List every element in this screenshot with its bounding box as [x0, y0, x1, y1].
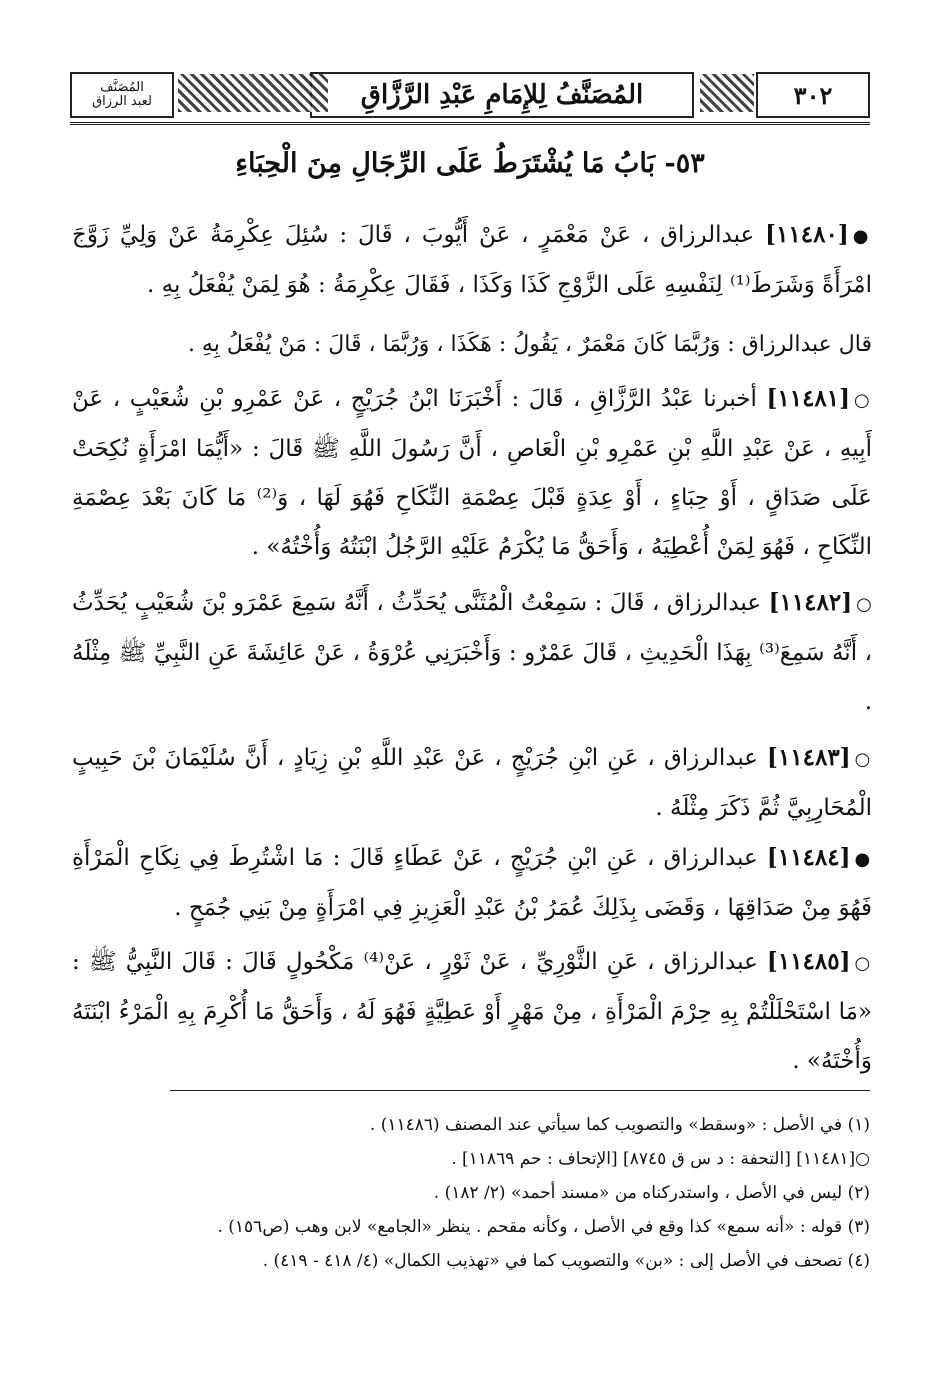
- page-number: ٣٠٢: [756, 72, 870, 118]
- bullet-marker: ●: [854, 849, 872, 870]
- hadith-text: عبدالرزاق ، عَنِ ابْنِ جُرَيْجٍ ، عَنْ عَطَاءٍ قَالَ : مَا اشْتُرِطَ فِي نِكَاحِ الْمَرْأَةِ فَهُوَ مِنْ صَدَاقِهَا ، وَقَضَى بِذَلِكَ عُمَرُ بْنُ عَبْدِ الْعَزِيزِ فِي امْرَأَةٍ مِنْ بَنِي جُمَحٍ .: [72, 845, 872, 921]
- footnote-2: (٢) ليس في الأصل ، واستدركناه من «مسند أحمد» (٢/ ١٨٢) .: [433, 1183, 870, 1203]
- circle-marker: ○: [854, 749, 873, 770]
- chapter-title: ٥٣- بَابُ مَا يُشْتَرَطُ عَلَى الرِّجَالِ مِنَ الْحِبَاءِ: [235, 148, 705, 179]
- running-title: المُصَنَّفُ لِلإِمَامِ عَبْدِ الرَّزَّاقِ: [310, 72, 694, 118]
- ornament-right: [700, 74, 754, 112]
- hadith-11481: [72, 374, 872, 572]
- hadith-text: أخبرنا عَبْدُ الرَّزَّاقِ ، قَالَ : أَخْبَرَنَا ابْنُ جُرَيْجٍ ، عَنْ عَمْرِو بْنِ شُعَيْبٍ ، عَنْ أَبِيهِ ، عَنْ عَبْدِ اللَّهِ بْنِ عَمْرِو بْنِ الْعَاصِ ، أَنَّ رَسُولَ اللَّهِ ﷺ قَالَ : «أَيُّمَا امْرَأَةٍ نُكِحَتْ عَلَى صَدَاقٍ ، أَوْ حِبَاءٍ ، أَوْ عِدَةٍ قَبْلَ عِصْمَةِ النِّكَاحِ فَهُوَ لَهَا ، وَ⁽²⁾ مَا كَانَ بَعْدَ عِصْمَةِ النِّكَاحِ ، فَهُوَ لِمَنْ أُعْطِيَهُ ، وَأَحَقُّ مَا يُكْرَمُ عَلَيْهِ الرَّجُلُ ابْنَتُهُ وَأُخْتُهُ» .: [72, 386, 872, 560]
- hadith-text: عبدالرزاق ، قَالَ : سَمِعْتُ الْمُثَنَّى يُحَدِّثُ ، أَنَّهُ سَمِعَ عَمْرَو بْنَ شُعَيْبٍ يُحَدِّثُ ، أَنَّهُ سَمِعَ⁽³⁾ بِهَذَا الْحَدِيثِ ، قَالَ عَمْرٌو : وَأَخْبَرَنِي عُرْوَةُ ، عَنْ عَائِشَةَ عَنِ النَّبِيِّ ﷺ مِثْلَهُ .: [72, 590, 872, 715]
- footnote-divider: [170, 1090, 870, 1091]
- hadith-text: عبدالرزاق ، عَنِ الثَّوْرِيِّ ، عَنْ ثَوْرٍ ، عَنْ⁽⁴⁾ مَكْحُولٍ قَالَ : قَالَ النَّبِيُّ ﷺ : «مَا اسْتَحْلَلْتُمْ بِهِ حِرْمَ الْمَرْأَةِ ، مِنْ مَهْرٍ أَوْ عَطِيَّةٍ فَهُوَ لَهُ ، وَأَحَقُّ مَا أُكْرِمَ بِهِ الْمَرْءُ ابْنَتَهُ وَأُخْتَهُ» .: [72, 949, 872, 1074]
- footnote-source: ○[١١٤٨١] [التحفة : د س ق ٨٧٤٥] [الإتحاف : حم ١١٨٦٩] .: [451, 1149, 870, 1169]
- hadith-number: [١١٤٨٢]: [768, 589, 853, 616]
- hadith-number: [١١٤٨١]: [766, 385, 851, 412]
- circle-marker: ○: [854, 390, 872, 411]
- hadith-11483: [72, 733, 872, 833]
- circle-marker: ○: [854, 953, 872, 974]
- note-text: قال عبدالرزاق : وَرُبَّمَا كَانَ مَعْمَرٌ ، يَقُولُ : هَكَذَا ، وَرُبَّمَا ، قَالَ : مَنْ يُفْعَلُ بِهِ .: [187, 332, 872, 357]
- hadith-number: [١١٤٨٤]: [766, 844, 851, 871]
- book-seal-logo: [70, 72, 174, 118]
- hadith-number: [١١٤٨٠]: [765, 221, 849, 248]
- bullet-marker: ●: [852, 226, 873, 247]
- hadith-number: [١١٤٨٥]: [766, 948, 851, 975]
- footnote-4: (٤) تصحف في الأصل إلى : «بن» والتصويب كما في «تهذيب الكمال» (٤/ ٤١٨ - ٤١٩) .: [262, 1251, 870, 1271]
- hadith-text: عبدالرزاق ، عَنِ ابْنِ جُرَيْجٍ ، عَنْ عَبْدِ اللَّهِ بْنِ زِيَادٍ ، أَنَّ سُلَيْمَانَ بْنَ حَبِيبٍ الْمُحَارِبِيَّ ثُمَّ ذَكَرَ مِثْلَهُ .: [72, 745, 872, 821]
- circle-marker: ○: [856, 594, 873, 615]
- hadith-note: [72, 320, 872, 369]
- seal-line-1: المُصَنَّف: [100, 80, 144, 95]
- hadith-11480: [72, 210, 872, 310]
- hadith-11484: [72, 833, 872, 933]
- ornament-left: [178, 74, 328, 112]
- seal-line-2: لعبد الرزاق: [92, 94, 152, 109]
- hadith-number: [١١٤٨٣]: [767, 744, 851, 771]
- hadith-11482: [72, 578, 872, 727]
- page-header: [70, 68, 870, 125]
- footnote-1: (١) في الأصل : «وسقط» والتصويب كما سيأتي عند المصنف (١١٤٨٦) .: [369, 1115, 870, 1135]
- footnote-3: (٣) قوله : «أنه سمع» كذا وقع في الأصل ، وكأنه مقحم . ينظر «الجامع» لابن وهب (ص١٥٦) .: [217, 1217, 870, 1237]
- hadith-11485: [72, 937, 872, 1086]
- hadith-text: عبدالرزاق ، عَنْ مَعْمَرٍ ، عَنْ أَيُّوبَ ، قَالَ : سُئِلَ عِكْرِمَةُ عَنْ وَلِيِّ زَوَّجَ امْرَأَةً وَشَرَطَ⁽¹⁾ لِنَفْسِهِ عَلَى الزَّوْجِ كَذَا وَكَذَا ، فَقَالَ عِكْرِمَةُ : هُوَ لِمَنْ يُفْعَلُ بِهِ .: [72, 222, 872, 298]
